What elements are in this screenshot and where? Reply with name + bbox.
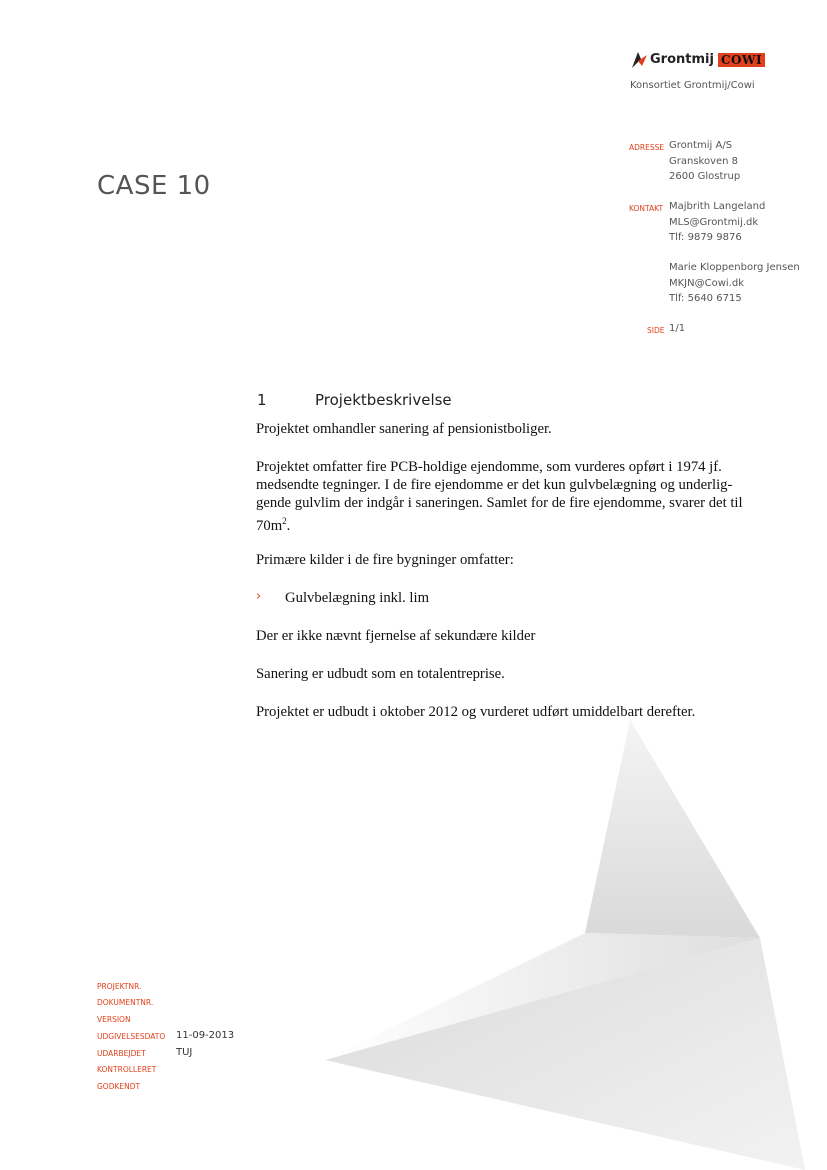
period: .	[286, 517, 291, 534]
company-logo	[630, 50, 770, 72]
paragraph-sources: Primære kilder i de fire bygninger omfatter:	[256, 552, 514, 568]
bullet-item: Gulvbelægning inkl. lim	[285, 590, 430, 606]
consortium-name: Konsortiet Grontmij/Cowi	[630, 80, 755, 91]
paragraph-scope	[256, 458, 743, 535]
shape-upper-wing	[585, 720, 760, 938]
logo-partner: COWI	[718, 53, 765, 67]
address-line: Grontmij A/S	[669, 140, 733, 151]
logo-name: Grontmij	[650, 52, 714, 67]
area-exponent: 2	[282, 516, 287, 526]
paragraph-secondary: Der er ikke nævnt fjernelse af sekundære kilder	[256, 628, 536, 644]
paragraph-line: gende gulvlim der indgår i saneringen. Samlet for de fire ejendomme, svarer det til	[256, 495, 743, 511]
section-title: Projektbeskrivelse	[315, 391, 452, 409]
contact-email[interactable]: MKJN@Cowi.dk	[669, 277, 744, 289]
paragraph-line	[256, 512, 743, 535]
paragraph-timeline: Projektet er udbudt i oktober 2012 og vurderet udført umiddelbart derefter.	[256, 704, 696, 720]
udgivelsesdato-label: UDGIVELSESDATO	[97, 1032, 166, 1041]
kontrolleret-label: KONTROLLERET	[97, 1065, 157, 1074]
contact-phone: Tlf: 9879 9876	[669, 232, 742, 243]
contact-phone: Tlf: 5640 6715	[669, 293, 742, 304]
udgivelsesdato-value: 11-09-2013	[176, 1030, 235, 1041]
paragraph-contract: Sanering er udbudt som en totalentreprise.	[256, 666, 505, 682]
page-title: CASE 10	[97, 171, 211, 201]
contact-block-2	[669, 260, 800, 307]
section-number: 1	[257, 391, 267, 409]
bullet-chevron-icon: ›	[256, 589, 262, 604]
page-number: 1/1	[669, 323, 686, 334]
address-line: 2600 Glostrup	[669, 171, 741, 182]
contact-name: Majbrith Langeland	[669, 201, 766, 212]
udarbejdet-value: TUJ	[176, 1047, 193, 1058]
dokumentnr-label: DOKUMENTNR.	[97, 998, 154, 1007]
contact-name: Marie Kloppenborg Jensen	[669, 262, 800, 273]
godkendt-label: GODKENDT	[97, 1082, 141, 1091]
area-value: 70m	[256, 517, 283, 534]
paragraph-line: medsendte tegninger. I de fire ejendomme er det kun gulvbelægning og underlig-	[256, 477, 733, 493]
contact-label: KONTAKT	[629, 204, 664, 213]
address-label: ADRESSE	[629, 143, 665, 152]
page-label: SIDE	[647, 326, 665, 335]
paragraph-line: Projektet omfatter fire PCB-holdige ejendomme, som vurderes opført i 1974 jf.	[256, 459, 722, 475]
contact-block-1	[669, 199, 765, 246]
grontmij-logo-icon	[630, 50, 648, 70]
address-block	[669, 138, 740, 185]
projektnr-label: PROJEKTNR.	[97, 982, 142, 991]
udarbejdet-label: UDARBEJDET	[97, 1049, 146, 1058]
address-line: Granskoven 8	[669, 155, 739, 167]
contact-email[interactable]: MLS@Grontmij.dk	[669, 216, 759, 228]
paragraph-intro: Projektet omhandler sanering af pensionistboliger.	[256, 421, 552, 437]
version-label: VERSION	[97, 1015, 131, 1024]
